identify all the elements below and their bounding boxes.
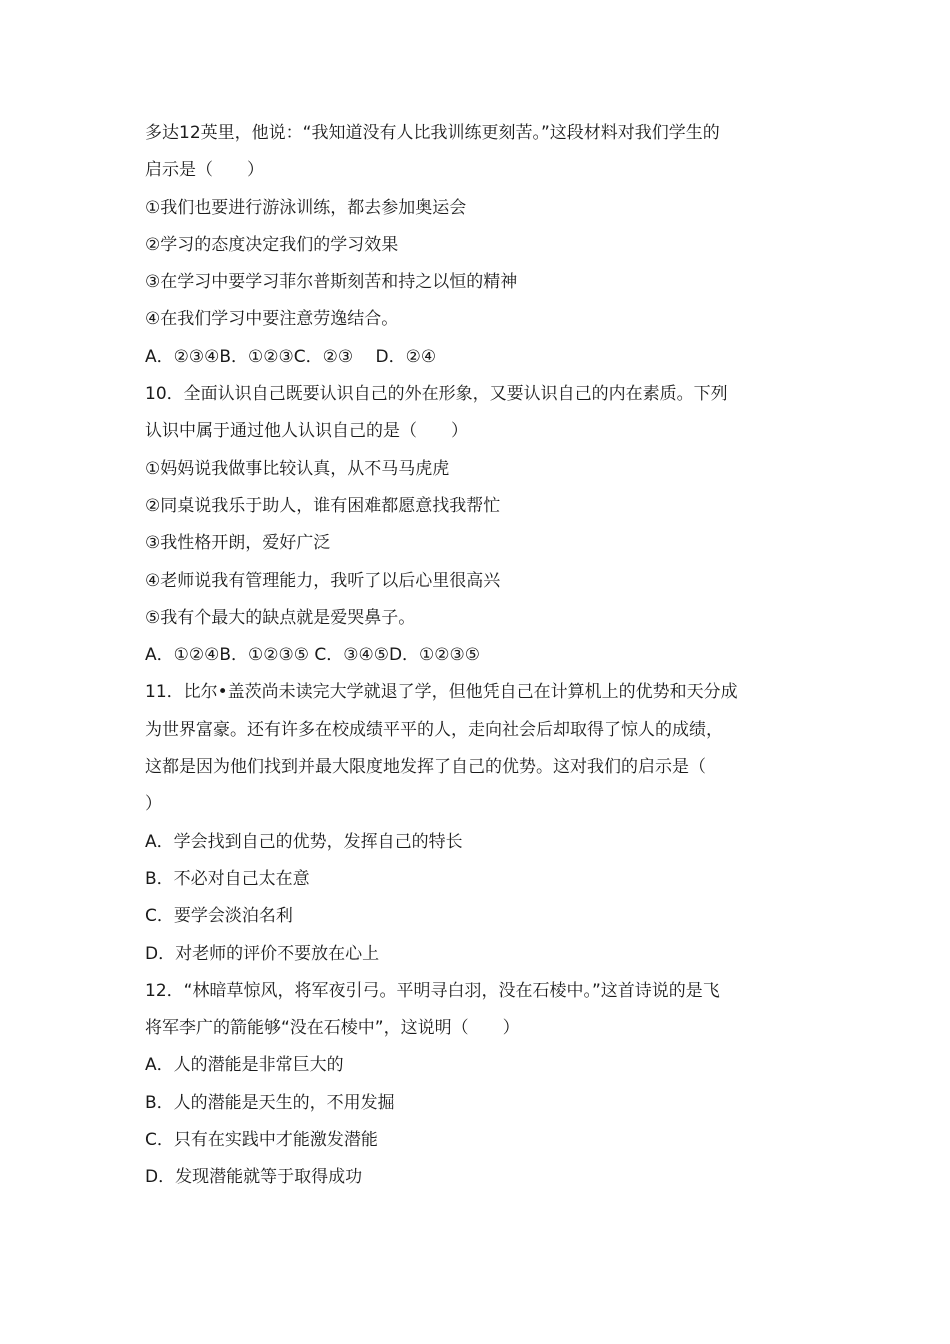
option-line: ①我们也要进行游泳训练，都去参加奥运会 — [145, 197, 467, 218]
option-line: ①妈妈说我做事比较认真，从不马马虎虎 — [145, 458, 450, 479]
choice-a: A．人的潜能是非常巨大的 — [145, 1055, 344, 1076]
text-line: 为世界富豪。还有许多在校成绩平平的人，走向社会后却取得了惊人的成绩， — [145, 719, 723, 740]
option-line: ②同桌说我乐于助人，谁有困难都愿意找我帮忙 — [145, 495, 501, 516]
text-line: 这都是因为他们找到并最大限度地发挥了自己的优势。这对我们的启示是（ — [145, 757, 706, 778]
choice-b: B．人的潜能是天生的，不用发掘 — [145, 1092, 395, 1113]
document-body — [145, 115, 825, 1197]
text-line: 多达12英里，他说：“我知道没有人比我训练更刻苦。”这段材料对我们学生的 — [145, 123, 720, 143]
choice-d: D．对老师的评价不要放在心上 — [145, 943, 380, 964]
question-11: 11．比尔•盖茨尚未读完大学就退了学，但他凭自己在计算机上的优势和天分成 — [145, 682, 738, 703]
option-line: ④在我们学习中要注意劳逸结合。 — [145, 309, 399, 330]
text-line: 将军李广的箭能够“没在石棱中”，这说明（ ） — [145, 1018, 520, 1039]
text-line: 启示是（ ） — [145, 160, 264, 181]
answer-choices: A．②③④B．①②③C．②③ D．②④ — [145, 346, 437, 367]
choice-c: C．要学会淡泊名利 — [145, 906, 293, 927]
choice-c: C．只有在实践中才能激发潜能 — [145, 1130, 378, 1151]
option-line: ④老师说我有管理能力，我听了以后心里很高兴 — [145, 570, 501, 591]
choice-b: B．不必对自己太在意 — [145, 868, 310, 889]
text-line: ） — [145, 794, 162, 815]
answer-choices: A．①②④B．①②③⑤ C．③④⑤D．①②③⑤ — [145, 645, 481, 666]
question-10: 10．全面认识自己既要认识自己的外在形象，又要认识自己的内在素质。下列 — [145, 384, 728, 405]
option-line: ③在学习中要学习菲尔普斯刻苦和持之以恒的精神 — [145, 272, 518, 293]
question-12: 12．“林暗草惊风，将军夜引弓。平明寻白羽，没在石棱中。”这首诗说的是飞 — [145, 980, 720, 1001]
text-line: 认识中属于通过他人认识自己的是（ ） — [145, 421, 468, 442]
choice-a: A．学会找到自己的优势，发挥自己的特长 — [145, 831, 463, 852]
option-line: ②学习的态度决定我们的学习效果 — [145, 234, 399, 255]
option-line: ③我性格开朗，爱好广泛 — [145, 533, 331, 554]
option-line: ⑤我有个最大的缺点就是爱哭鼻子。 — [145, 607, 416, 628]
choice-d: D．发现潜能就等于取得成功 — [145, 1167, 363, 1188]
